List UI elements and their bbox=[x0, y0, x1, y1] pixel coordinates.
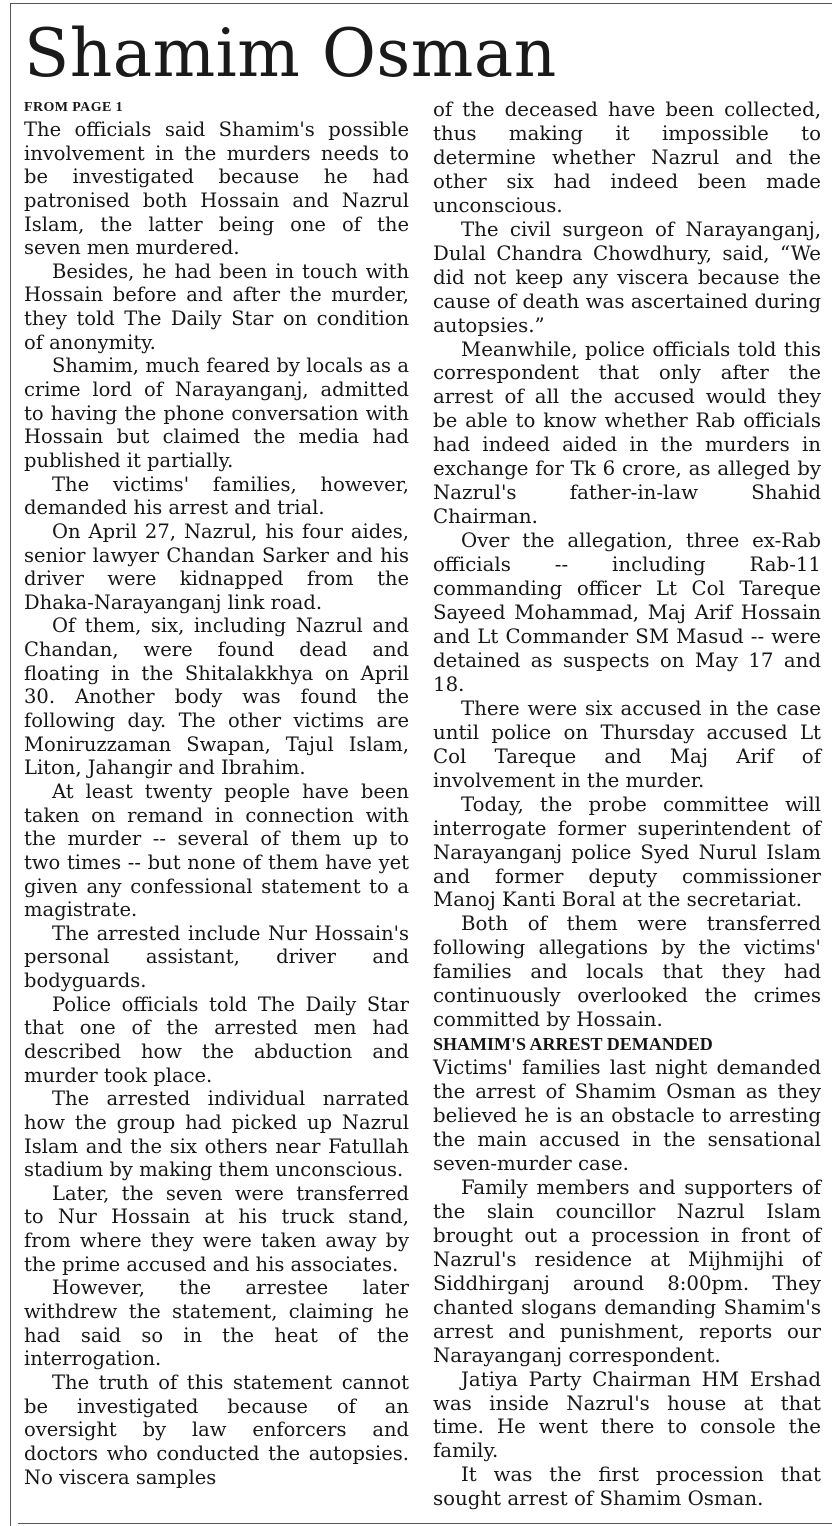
paragraph: Police officials told The Daily Star that one of the arrested men had described how the abduction and murder took place. bbox=[24, 992, 409, 1087]
paragraph: The truth of this statement cannot be investigated because of an oversight by law enforcers and doctors who conducted the autopsies. No viscera samples bbox=[24, 1370, 409, 1489]
paragraph: Later, the seven were transferred to Nur Hossain at his truck stand, from where they were taken away by the prime accused and his associates. bbox=[24, 1181, 409, 1276]
paragraph: The victims' families, however, demanded his arrest and trial. bbox=[24, 472, 409, 520]
paragraph: Of them, six, including Nazrul and Chandan, were found dead and floating in the Shitalakkhya on April 30. Another body was found the following day. The other victims are Moniruzzaman Swapan, Tajul Islam, Liton, Jahangir and Ibrahim. bbox=[24, 614, 409, 780]
paragraph: Both of them were transferred following allegations by the victims' families and locals that they had continuously overlooked the crimes committed by Hossain. bbox=[433, 912, 821, 1032]
paragraph: However, the arrestee later withdrew the statement, claiming he had said so in the heat of the interrogation. bbox=[24, 1276, 409, 1371]
paragraph: Victims' families last night demanded the arrest of Shamim Osman as they believed he is an obstacle to arresting the main accused in the sensational seven-murder case. bbox=[433, 1056, 821, 1175]
paragraph: The arrested individual narrated how the group had picked up Nazrul Islam and the six others near Fatullah stadium by making them unconscious. bbox=[24, 1087, 409, 1182]
paragraph: On April 27, Nazrul, his four aides, senior lawyer Chandan Sarker and his driver were kidnapped from the Dhaka-Narayanganj link road. bbox=[24, 519, 409, 614]
paragraph: The arrested include Nur Hossain's personal assistant, driver and bodyguards. bbox=[24, 921, 409, 993]
left-rule bbox=[10, 3, 11, 1526]
top-rule bbox=[10, 3, 832, 4]
paragraph: There were six accused in the case until police on Thursday accused Lt Col Tareque and Maj Arif of involvement in the murder. bbox=[433, 696, 821, 792]
paragraph-continuation: of the deceased have been collected, thus making it impossible to determine whether Nazrul and the other six had indeed been made unconscious. bbox=[433, 98, 821, 217]
headline: Shamim Osman bbox=[24, 15, 557, 92]
paragraph: Today, the probe committee will interrogate former superintendent of Narayanganj police Syed Nurul Islam and former deputy commissioner Manoj Kanti Boral at the secretariat. bbox=[433, 792, 821, 912]
paragraph: Besides, he had been in touch with Hossain before and after the murder, they told The Daily Star on condition of anonymity. bbox=[24, 259, 409, 354]
article-column-right bbox=[433, 98, 821, 1511]
article-column-left bbox=[24, 98, 409, 1489]
subheading: SHAMIM'S ARREST DEMANDED bbox=[433, 1034, 713, 1055]
paragraph: Family members and supporters of the slain councillor Nazrul Islam brought out a procession in front of Nazrul's residence at Mijhmijhi of Siddhirganj around 8:00pm. They chanted slogans demanding Shamim's arrest and punishment, reports our Narayanganj correspondent. bbox=[433, 1175, 821, 1367]
dateline: FROM PAGE 1 bbox=[24, 100, 124, 115]
paragraph: At least twenty people have been taken on remand in connection with the murder -- several of them up to two times -- but none of them have yet given any confessional statement to a magistrate. bbox=[24, 779, 409, 922]
bottom-rule bbox=[18, 1523, 832, 1524]
paragraph: The officials said Shamim's possible involvement in the murders needs to be investigated because he had patronised both Hossain and Nazrul Islam, the latter being one of the seven men murdered. bbox=[24, 118, 409, 260]
paragraph: The civil surgeon of Narayanganj, Dulal Chandra Chowdhury, said, “We did not keep any viscera because the cause of death was ascertained during autopsies.” bbox=[433, 217, 821, 337]
paragraph: Meanwhile, police officials told this correspondent that only after the arrest of all the accused would they be able to know whether Rab officials had indeed aided in the murders in exchange for Tk 6 crore, as alleged by Nazrul's father-in-law Shahid Chairman. bbox=[433, 337, 821, 529]
paragraph: Over the allegation, three ex-Rab officials -- including Rab-11 commanding officer Lt Col Tareque Sayeed Mohammad, Maj Arif Hossain and Lt Commander SM Masud -- were detained as suspects on May 17 and 18. bbox=[433, 529, 821, 696]
paragraph: Shamim, much feared by locals as a crime lord of Narayanganj, admitted to having the phone conversation with Hossain but claimed the media had published it partially. bbox=[24, 354, 409, 472]
paragraph: It was the first procession that sought arrest of Shamim Osman. bbox=[433, 1463, 821, 1511]
paragraph: Jatiya Party Chairman HM Ershad was inside Nazrul's house at that time. He went there to console the family. bbox=[433, 1367, 821, 1463]
